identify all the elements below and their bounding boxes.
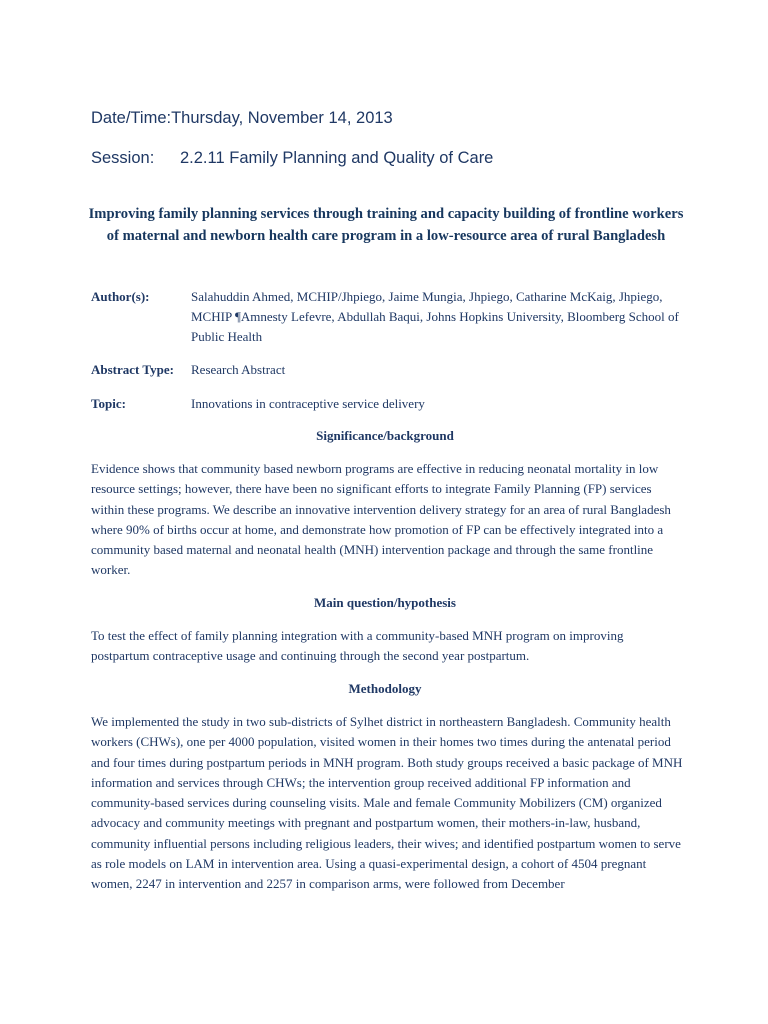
abstract-title: Improving family planning services through training and capacity building of frontline workers of maternal and newborn health care program in a low-resource area of rural Bangladesh [88,206,684,244]
datetime-value: Thursday, November 14, 2013 [171,109,393,127]
significance-paragraph: Evidence shows that community based newborn programs are effective in reducing neonatal mortality in low resource settings; however, there have been no significant efforts to integrate Family Planning (FP) services within these programs. We describe an innovative intervention delivery strategy for an area of rural Bangladesh where 90% of births occur at home, and demonstrate how promotion of FP can be effectively integrated into a community based maternal and neonatal health (MNH) intervention package and through the same frontline worker. [91,461,671,578]
session-line [91,149,493,168]
datetime-line [91,109,393,128]
abstract-type-label: Abstract Type: [91,362,174,377]
datetime-label: Date/Time: [91,109,172,127]
methodology-heading: Methodology [348,681,422,696]
methodology-paragraph: We implemented the study in two sub-districts of Sylhet district in northeastern Bangladesh. Community health workers (CHWs), one per 4000 population, visited women in their homes two times during the antenatal period and four times during postpartum periods in MNH program. Both study groups received a basic package of MNH information and services through CHWs; the intervention group received additional FP information and community-based services during counseling visits. Male and female Community Mobilizers (CM) organized advocacy and community meetings with pregnant and postpartum women, their mothers-in-law, husband, community influential persons including religious leaders, their wives; and identified postpartum women to serve as role models on LAM in intervention area. Using a quasi-experimental design, a cohort of 4504 pregnant women, 2247 in intervention and 2257 in comparison arms, were followed from December [91,714,683,892]
authors-value: Salahuddin Ahmed, MCHIP/Jhpiego, Jaime Mungia, Jhpiego, Catharine McKaig, Jhpiego, MCHIP ¶Amnesty Lefevre, Abdullah Baqui, Johns Hopkins University, Bloomberg School of Public Health [191,289,679,344]
abstract-type-value: Research Abstract [191,362,286,377]
question-heading: Main question/hypothesis [314,595,456,610]
session-value: 2.2.11 Family Planning and Quality of Care [180,149,494,167]
session-label: Session: [91,149,155,167]
significance-heading: Significance/background [316,428,454,443]
topic-value: Innovations in contraceptive service delivery [191,396,425,411]
topic-label: Topic: [91,396,126,411]
authors-label: Author(s): [91,289,150,304]
question-paragraph: To test the effect of family planning integration with a community-based MNH program on improving postpartum contraceptive usage and continuing through the second year postpartum. [91,628,624,664]
